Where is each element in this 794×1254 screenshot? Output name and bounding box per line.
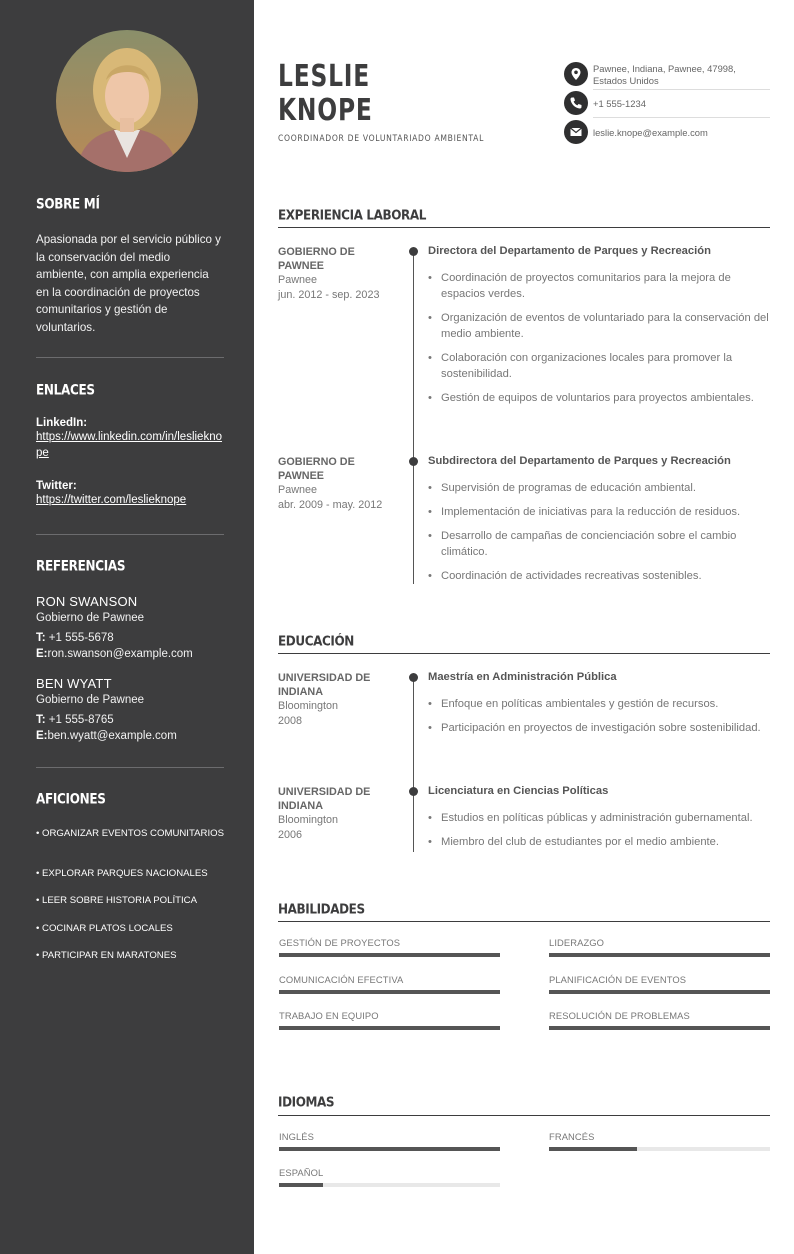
institution-location: Bloomington [278, 700, 339, 712]
first-name: LESLIE [278, 59, 371, 94]
skill-item [279, 937, 500, 948]
language-item [279, 1167, 500, 1178]
list-item: • Implementación de iniciativas para la reducción de residuos. [428, 504, 770, 520]
phone-icon [564, 91, 588, 115]
employer-location: Pawnee [278, 484, 318, 496]
language-item [549, 1131, 770, 1142]
section-divider [278, 1115, 770, 1116]
skill-bar-fill [279, 1026, 500, 1030]
skill-bar [549, 990, 770, 994]
language-bar [279, 1147, 500, 1151]
hobby-item: • PARTICIPAR EN MARATONES [36, 950, 177, 961]
responsibilities-list [428, 270, 770, 414]
links-section [36, 382, 224, 399]
experience-heading: EXPERIENCIA LABORAL [278, 207, 426, 223]
link-linkedin [36, 417, 224, 461]
email-label: E: [36, 648, 48, 660]
twitter-link[interactable]: https://twitter.com/leslieknope [36, 494, 187, 506]
about-section [36, 196, 224, 213]
institution-name: UNIVERSIDAD DE INDIANA [278, 786, 371, 812]
hobbies-section [36, 791, 224, 808]
reference-phone: +1 555-8765 [48, 714, 114, 726]
divider [593, 117, 770, 118]
phone-text: +1 555-1234 [593, 98, 646, 109]
institution-location: Bloomington [278, 814, 339, 826]
hobby-item: • COCINAR PLATOS LOCALES [36, 923, 173, 934]
linkedin-link[interactable]: https://www.linkedin.com/in/leslieknope [36, 431, 222, 459]
skill-bar [279, 953, 500, 957]
list-item: • Gestión de equipos de voluntarios para proyectos ambientales. [428, 390, 770, 406]
about-heading: SOBRE MÍ [36, 196, 100, 213]
skill-bar-fill [279, 990, 500, 994]
education-heading: EDUCACIÓN [278, 633, 354, 649]
skill-item [279, 1010, 500, 1021]
about-text: Apasionada por el servicio público y la conservación del medio ambiente, con amplia experiencia en la coordinación de proyectos comunitarios y gestión de voluntarios. [36, 233, 221, 334]
skill-label: COMUNICACIÓN EFECTIVA [279, 974, 404, 985]
language-bar-fill [549, 1147, 637, 1151]
reference-item [36, 676, 224, 744]
education-entry-meta [278, 785, 398, 842]
skill-item [549, 937, 770, 948]
skill-bar [549, 953, 770, 957]
hobby-item: • LEER SOBRE HISTORIA POLÍTICA [36, 895, 197, 906]
graduation-year: 2006 [278, 828, 303, 841]
skill-bar-fill [549, 990, 770, 994]
position-title: Subdirectora del Departamento de Parques y Recreación [428, 455, 731, 467]
timeline-dot [409, 247, 418, 256]
language-label: FRANCÉS [549, 1131, 595, 1142]
reference-email[interactable]: ron.swanson@example.com [47, 648, 193, 660]
skill-bar-fill [549, 1026, 770, 1030]
skill-bar [549, 1026, 770, 1030]
languages-heading: IDIOMAS [278, 1094, 335, 1110]
last-name: KNOPE [278, 93, 373, 128]
degree-title: Licenciatura en Ciencias Políticas [428, 785, 609, 797]
reference-phone: +1 555-5678 [48, 632, 114, 644]
employment-dates: jun. 2012 - sep. 2023 [278, 288, 380, 301]
location-pin-icon [564, 62, 588, 86]
list-item: • Estudios en políticas públicas y administración gubernamental. [428, 810, 770, 826]
experience-entry-meta [278, 245, 398, 302]
language-label: INGLÉS [279, 1131, 314, 1142]
divider [593, 89, 770, 90]
skill-item [549, 974, 770, 985]
list-item: • Desarrollo de campañas de concienciación sobre el cambio climático. [428, 528, 770, 560]
reference-email[interactable]: ben.wyatt@example.com [47, 730, 177, 742]
divider [36, 767, 224, 768]
sidebar [0, 0, 254, 1254]
skill-bar [279, 1026, 500, 1030]
responsibilities-list [428, 480, 770, 592]
phone-label: T: [36, 632, 46, 644]
contact-phone [564, 91, 770, 117]
hobbies-heading: AFICIONES [36, 791, 106, 808]
job-title: COORDINADOR DE VOLUNTARIADO AMBIENTAL [278, 134, 485, 144]
reference-org: Gobierno de Pawnee [36, 694, 145, 706]
education-entry-meta [278, 671, 398, 728]
link-label: LinkedIn: [36, 417, 88, 429]
skill-item [549, 1010, 770, 1021]
skill-label: TRABAJO EN EQUIPO [279, 1010, 379, 1021]
skill-label: RESOLUCIÓN DE PROBLEMAS [549, 1010, 690, 1021]
language-item [279, 1131, 500, 1142]
skill-item [279, 974, 500, 985]
references-section [36, 558, 224, 575]
hobby-item: • EXPLORAR PARQUES NACIONALES [36, 868, 208, 879]
link-twitter [36, 480, 224, 508]
email-text[interactable]: leslie.knope@example.com [593, 127, 708, 138]
list-item: • Enfoque en políticas ambientales y gestión de recursos. [428, 696, 770, 712]
hobby-item: • ORGANIZAR EVENTOS COMUNITARIOS [36, 828, 224, 839]
candidate-name [278, 60, 373, 128]
divider [36, 534, 224, 535]
skill-bar [279, 990, 500, 994]
section-divider [278, 921, 770, 922]
reference-name: BEN WYATT [36, 676, 112, 691]
language-bar [279, 1183, 500, 1187]
skill-label: GESTIÓN DE PROYECTOS [279, 937, 401, 948]
skill-bar-fill [549, 953, 770, 957]
list-item: • Colaboración con organizaciones locales para promover la sostenibilidad. [428, 350, 770, 382]
employment-dates: abr. 2009 - may. 2012 [278, 498, 383, 511]
institution-name: UNIVERSIDAD DE INDIANA [278, 672, 371, 698]
education-details-list [428, 810, 770, 858]
reference-org: Gobierno de Pawnee [36, 612, 145, 624]
reference-item [36, 594, 224, 662]
timeline-dot [409, 787, 418, 796]
timeline-line [413, 678, 414, 852]
timeline-dot [409, 673, 418, 682]
skill-label: LIDERAZGO [549, 937, 605, 948]
link-label: Twitter: [36, 480, 77, 492]
address-text: Pawnee, Indiana, Pawnee, 47998, Estados Unidos [593, 63, 736, 86]
email-label: E: [36, 730, 48, 742]
employer-location: Pawnee [278, 274, 318, 286]
list-item: • Coordinación de actividades recreativas sostenibles. [428, 568, 770, 584]
skill-label: PLANIFICACIÓN DE EVENTOS [549, 974, 687, 985]
list-item: • Organización de eventos de voluntariado para la conservación del medio ambiente. [428, 310, 770, 342]
language-bar [549, 1147, 770, 1151]
skills-heading: HABILIDADES [278, 901, 365, 917]
section-divider [278, 227, 770, 228]
position-title: Directora del Departamento de Parques y Recreación [428, 245, 711, 257]
timeline-line [413, 252, 414, 584]
graduation-year: 2008 [278, 714, 303, 727]
degree-title: Maestría en Administración Pública [428, 671, 617, 683]
list-item: • Coordinación de proyectos comunitarios para la mejora de espacios verdes. [428, 270, 770, 302]
language-label: ESPAÑOL [279, 1167, 324, 1178]
list-item: • Supervisión de programas de educación ambiental. [428, 480, 770, 496]
profile-photo [56, 30, 198, 172]
employer-name: GOBIERNO DE PAWNEE [278, 456, 355, 482]
phone-label: T: [36, 714, 46, 726]
contact-email [564, 120, 770, 146]
links-heading: ENLACES [36, 382, 95, 399]
experience-entry-meta [278, 455, 398, 512]
language-bar-fill [279, 1147, 500, 1151]
contact-address [564, 62, 770, 88]
education-details-list [428, 696, 770, 744]
skill-bar-fill [279, 953, 500, 957]
references-heading: REFERENCIAS [36, 558, 126, 575]
employer-name: GOBIERNO DE PAWNEE [278, 246, 355, 272]
envelope-icon [564, 120, 588, 144]
language-bar-fill [279, 1183, 323, 1187]
timeline-dot [409, 457, 418, 466]
list-item: • Miembro del club de estudiantes por el medio ambiente. [428, 834, 770, 850]
section-divider [278, 653, 770, 654]
reference-name: RON SWANSON [36, 594, 138, 609]
list-item: • Participación en proyectos de investigación sobre sostenibilidad. [428, 720, 770, 736]
divider [36, 357, 224, 358]
